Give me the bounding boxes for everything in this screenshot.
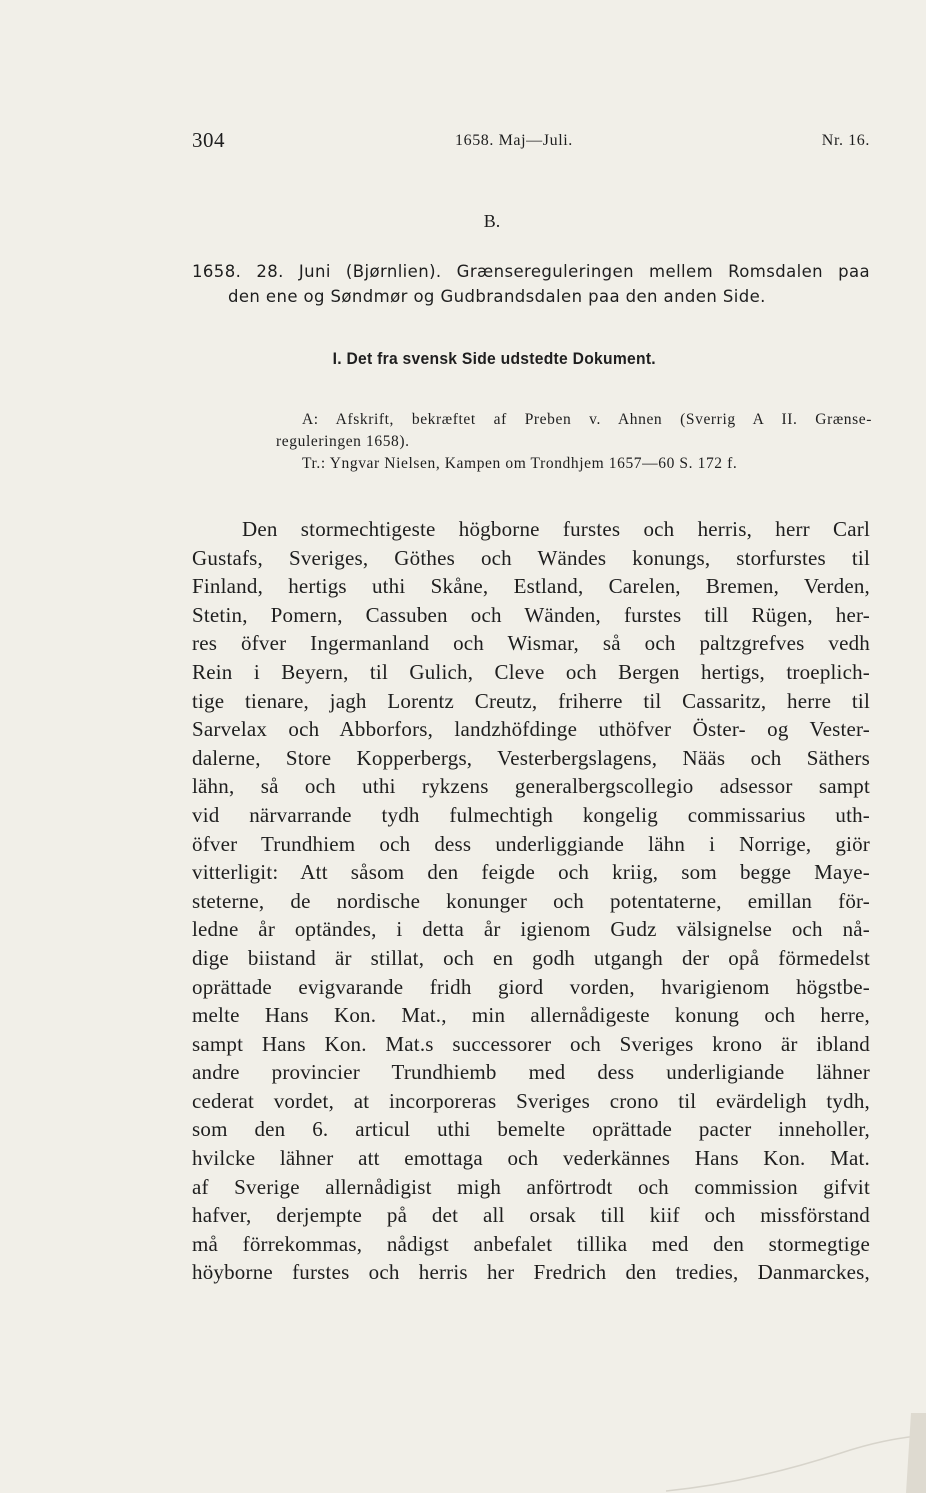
body-line: Rein i Beyern, til Gulich, Cleve och Bergen hertigs, troeplich-	[192, 659, 870, 684]
intro-line: 1658. 28. Juni (Bjørnlien). Grænsereguleringen mellem Romsdalen paa	[192, 262, 870, 281]
document-intro	[192, 259, 870, 309]
body-line: ledne år optändes, i detta år igienom Gudz välsignelse och nå-	[192, 917, 870, 942]
body-line: Stetin, Pomern, Cassuben och Wänden, furstes till Rügen, her-	[192, 602, 870, 627]
document-heading: I. Det fra svensk Side udstedte Dokument.	[332, 349, 656, 368]
body-line: dige biistand är stillat, och en godh utgangh der opå förmedelst	[192, 945, 870, 970]
body-line: andre provincier Trundhiemb med dess underligiande lähner	[192, 1060, 870, 1085]
body-line: melte Hans Kon. Mat., min allernådigeste konung och herre,	[192, 1003, 870, 1028]
page-edge-shadow	[666, 1413, 926, 1493]
date-range: 1658. Maj—Juli.	[455, 132, 573, 149]
section-letter: B.	[483, 211, 501, 231]
body-line: vitterligit: Att såsom den feigde och kriig, som begge Maye-	[192, 860, 870, 885]
body-line: lähn, så och uthi rykzens generalbergscollegio adsessor sampt	[192, 774, 870, 799]
body-line: sampt Hans Kon. Mat.s successorer och Sveriges krono är ibland	[192, 1031, 870, 1056]
body-line: tige tienare, jagh Lorentz Creutz, friherre til Cassaritz, herre til	[192, 688, 870, 713]
body-text	[192, 515, 870, 1287]
source-note-a: A: Afskrift, bekræftet af Preben v. Ahnen (Sverrig A II. Grænse-	[302, 411, 872, 428]
running-head	[192, 128, 870, 158]
document-number: Nr. 16.	[821, 132, 870, 149]
body-line: öfver Trundhiem och dess underliggiande lähn i Norrige, giör	[192, 831, 870, 856]
body-line: hvilcke lähner att emottaga och vederkännes Hans Kon. Mat.	[192, 1146, 870, 1171]
body-line: oprättade evigvarande fridh giord vorden, hvarigienom högstbe-	[192, 974, 870, 999]
source-note-a-cont: reguleringen 1658).	[276, 432, 410, 450]
intro-line: den ene og Søndmør og Gudbrandsdalen paa den anden Side.	[228, 287, 766, 306]
page-number: 304	[192, 128, 225, 152]
body-line: res öfver Ingermanland och Wismar, så och paltzgrefves vedh	[192, 631, 870, 656]
body-line: af Sverige allernådigist migh anförtrodt och commission gifvit	[192, 1174, 870, 1199]
body-line: Sarvelax och Abborfors, landzhöfdinge uthöfver Öster- og Vester-	[192, 717, 870, 742]
body-line: höyborne furstes och herris her Fredrich den tredies, Danmarckes,	[192, 1260, 870, 1285]
body-line: cederat vordet, at incorporeras Sveriges crono til evärdeligh tydh,	[192, 1088, 870, 1113]
source-note-tr: Tr.: Yngvar Nielsen, Kampen om Trondhjem 1657—60 S. 172 f.	[302, 455, 738, 472]
body-line: vid närvarrande tydh fulmechtigh kongelig commissarius uth-	[192, 802, 870, 827]
body-line: dalerne, Store Kopperbergs, Vesterbergslagens, Nääs och Säthers	[192, 745, 870, 770]
body-line: Den stormechtigeste högborne furstes och herris, herr Carl	[242, 517, 870, 541]
body-line: steterne, de nordische konunger och potentaterne, emillan för-	[192, 888, 870, 913]
body-line: Finland, hertigs uthi Skåne, Estland, Carelen, Bremen, Verden,	[192, 574, 870, 599]
body-line: Gustafs, Sveriges, Göthes och Wändes konungs, storfurstes til	[192, 545, 870, 570]
source-notes	[276, 409, 872, 475]
body-line: må förrekommas, nådigst anbefalet tillika med den stormegtige	[192, 1231, 870, 1256]
body-line: som den 6. articul uthi bemelte oprättade pacter inneholler,	[192, 1117, 870, 1142]
body-line: hafver, derjempte på det all orsak till kiif och missförstand	[192, 1203, 870, 1228]
